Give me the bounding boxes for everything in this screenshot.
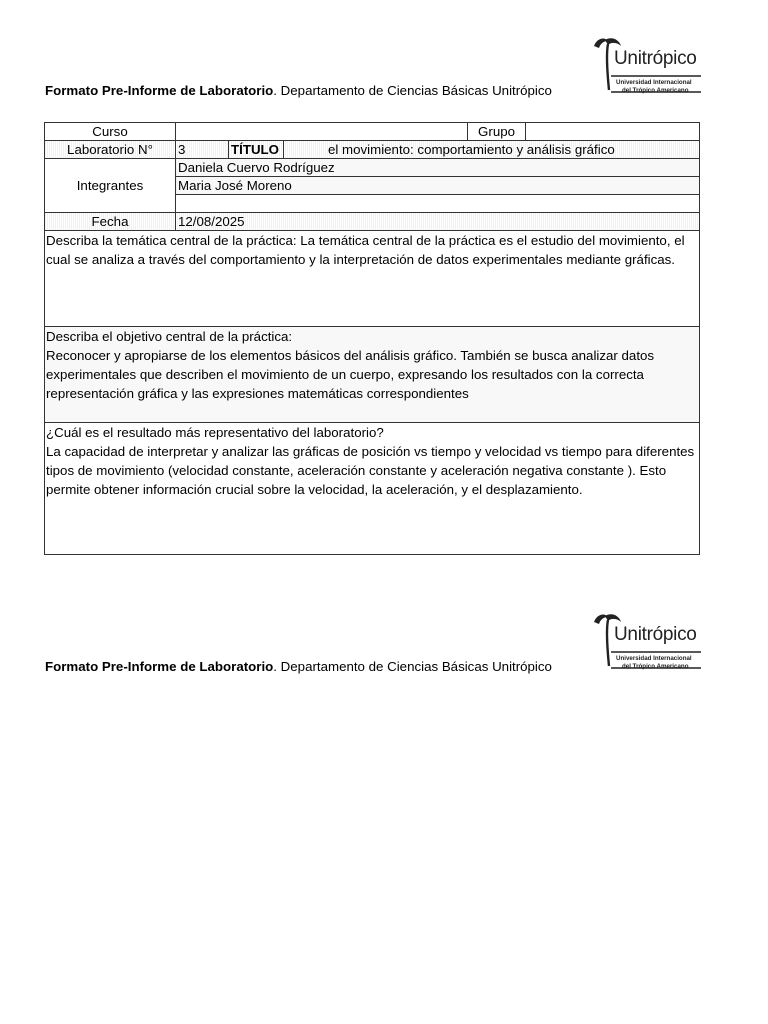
tematica-field[interactable]: Describa la temática central de la práctica: La temática central de la práctica es el estudio del movimiento, el cual se analiza a través del comportamiento y la interpretación de datos experimentales mediante gráficas. <box>45 231 700 327</box>
integrante-field[interactable]: Maria José Moreno <box>176 177 700 195</box>
logo-subtitle-2: del Trópico Americano <box>622 87 689 94</box>
titulo-field[interactable]: el movimiento: comportamiento y análisis gráfico <box>284 141 700 159</box>
curso-label: Curso <box>45 123 176 141</box>
header-title-rest: . Departamento de Ciencias Básicas Unitrópico <box>273 659 552 674</box>
logo-subtitle-1: Universidad Internacional <box>616 655 692 662</box>
objetivo-text: Reconocer y apropiarse de los elementos básicos del análisis gráfico. También se busca analizar datos experimentales que describen el movimiento de un cuerpo, expresando los resultados con la correcta representación gráfica y las expresiones matemáticas correspondientes <box>46 348 655 401</box>
integrante-field[interactable] <box>176 195 700 213</box>
header-title-bold: Formato Pre-Informe de Laboratorio <box>45 659 274 674</box>
row-laboratorio <box>45 141 700 159</box>
lab-number-field[interactable]: 3 <box>176 141 229 159</box>
integrante-field[interactable]: Daniela Cuervo Rodríguez <box>176 159 700 177</box>
titulo-label: TÍTULO <box>229 141 284 159</box>
objetivo-section[interactable] <box>45 327 700 423</box>
fecha-field[interactable]: 12/08/2025 <box>176 213 700 231</box>
fecha-label: Fecha <box>45 213 176 231</box>
grupo-label: Grupo <box>468 123 526 141</box>
logo-wordmark: Unitrópico <box>614 48 697 69</box>
row-tematica <box>45 231 700 327</box>
logo-subtitle-1: Universidad Internacional <box>616 79 692 86</box>
page-header-1 <box>45 30 701 100</box>
logo-subtitle-2: del Trópico Americano <box>622 663 689 670</box>
lab-label: Laboratorio N° <box>45 141 176 159</box>
curso-field[interactable] <box>176 123 468 141</box>
unitropico-logo <box>591 30 701 100</box>
row-curso <box>45 123 700 141</box>
objetivo-label: Describa el objetivo central de la práctica: <box>46 329 293 344</box>
row-integrante-1 <box>45 159 700 177</box>
header-title <box>45 659 552 674</box>
page-header-2 <box>45 606 701 676</box>
grupo-field[interactable] <box>526 123 700 141</box>
header-title-bold: Formato Pre-Informe de Laboratorio <box>45 83 274 98</box>
integrantes-label: Integrantes <box>45 159 176 213</box>
logo-wordmark: Unitrópico <box>614 624 697 645</box>
row-resultado <box>45 423 700 555</box>
header-title-rest: . Departamento de Ciencias Básicas Unitrópico <box>273 83 552 98</box>
resultado-label: ¿Cuál es el resultado más representativo del laboratorio? <box>46 425 384 440</box>
row-fecha <box>45 213 700 231</box>
resultado-section[interactable] <box>45 423 700 555</box>
header-title <box>45 83 552 98</box>
resultado-text: La capacidad de interpretar y analizar las gráficas de posición vs tiempo y velocidad vs tiempo para diferentes tipos de movimiento (velocidad constante, aceleración constante y aceleración negativa constante ). Esto permite obtener información crucial sobre la velocidad, la aceleración, y el desplazamiento. <box>46 444 695 497</box>
pre-report-form <box>44 122 700 555</box>
row-objetivo <box>45 327 700 423</box>
unitropico-logo <box>591 606 701 676</box>
